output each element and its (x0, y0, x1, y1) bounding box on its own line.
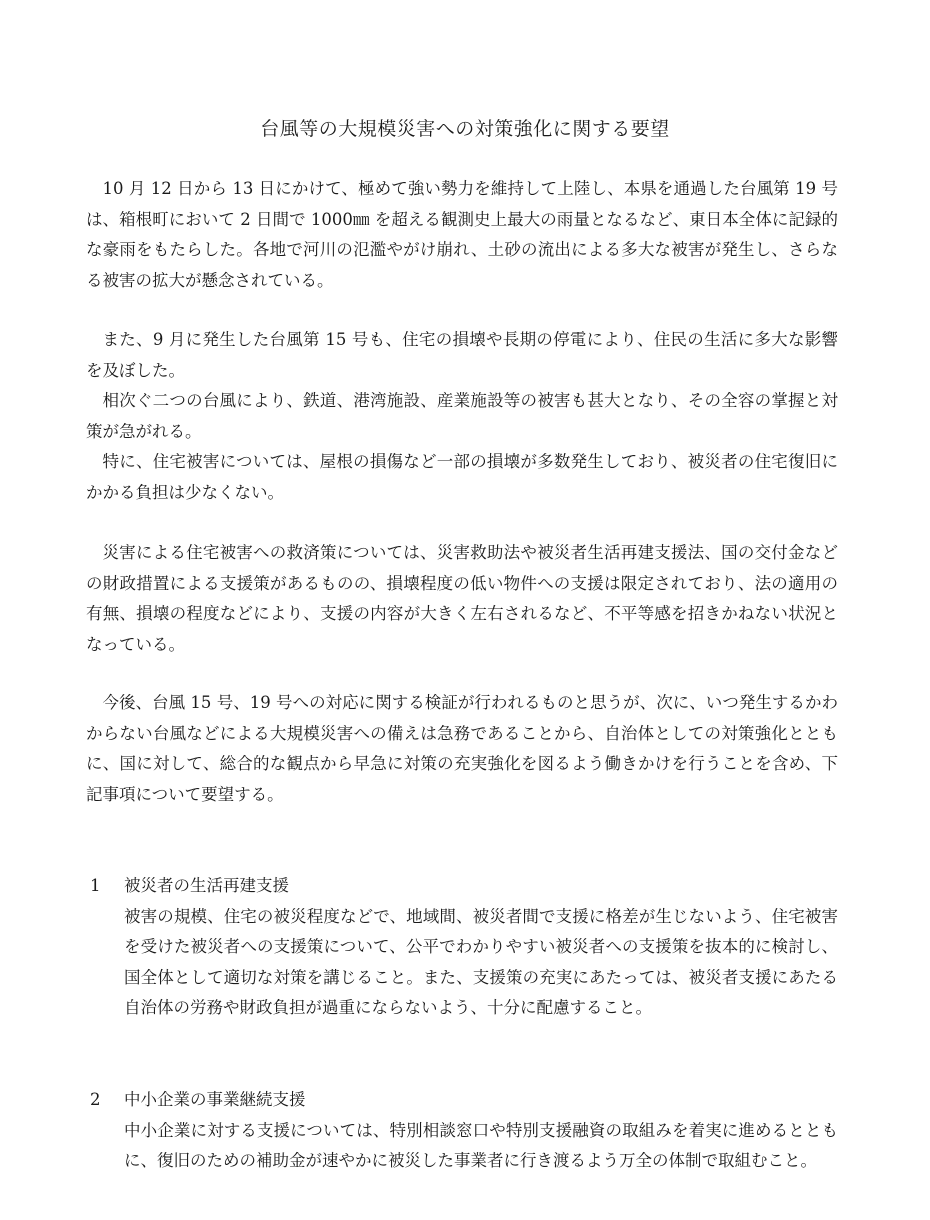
request-item-title: 被災者の生活再建支援 (124, 876, 289, 895)
request-item (86, 1085, 838, 1177)
paragraph-typhoon15: また、9 月に発生した台風第 15 号も、住宅の損壊や長期の停電により、住民の生活に多大な影響を及ぼした。 (86, 330, 838, 380)
request-item-title: 中小企業の事業継続支援 (124, 1090, 306, 1109)
request-item-heading (86, 871, 838, 902)
paragraph-request-intro: 今後、台風 15 号、19 号への対応に関する検証が行われるものと思うが、次に、いつ発生するかわからない台風などによる大規模災害への備えは急務であることから、自治体としての対策強化とともに、国に対して、総合的な観点から早急に対策の充実強化を図るよう働きかけを行うことを含め、下記事項について要望する。 (86, 693, 838, 804)
request-item-body: 中小企業に対する支援については、特別相談窓口や特別支援融資の取組みを着実に進めるとともに、復旧のための補助金が速やかに被災した事業者に行き渡るよう万全の体制で取組むこと。 (124, 1120, 838, 1170)
paragraph-housing-damage: 特に、住宅被害については、屋根の損傷など一部の損壊が多数発生しており、被災者の住宅復旧にかかる負担は少なくない。 (86, 452, 838, 502)
request-item (86, 871, 838, 1024)
document-title: 台風等の大規模災害への対策強化に関する要望 (260, 118, 670, 140)
request-item-number: 1 (90, 876, 101, 895)
request-item-heading (86, 1085, 838, 1116)
request-item-body: 被害の規模、住宅の被災程度などで、地域間、被災者間で支援に格差が生じないよう、住宅被害を受けた被災者への支援策について、公平でわかりやすい被災者への支援策を抜本的に検討し、国全体として適切な対策を講じること。また、支援策の充実にあたっては、被災者支援にあたる自治体の労務や財政負担が過重にならないよう、十分に配慮すること。 (124, 906, 838, 1017)
request-item-number: 2 (90, 1090, 101, 1109)
paragraph-typhoon19: 10 月 12 日から 13 日にかけて、極めて強い勢力を維持して上陸し、本県を通過した台風第 19 号は、箱根町において 2 日間で 1000㎜ を超える観測史上最大の雨量となるなど、東日本全体に記録的な豪雨をもたらした。各地で河川の氾濫やがけ崩れ、土砂の流出による多大な被害が発生し、さらなる被害の拡大が懸念されている。 (86, 179, 838, 290)
paragraph-relief-measures: 災害による住宅被害への救済策については、災害救助法や被災者生活再建支援法、国の交付金などの財政措置による支援策があるものの、損壊程度の低い物件への支援は限定されており、法の適用の有無、損壊の程度などにより、支援の内容が大きく左右されるなど、不平等感を招きかねない状況となっている。 (86, 543, 838, 654)
paragraph-infrastructure-damage: 相次ぐ二つの台風により、鉄道、港湾施設、産業施設等の被害も甚大となり、その全容の掌握と対策が急がれる。 (86, 391, 838, 441)
